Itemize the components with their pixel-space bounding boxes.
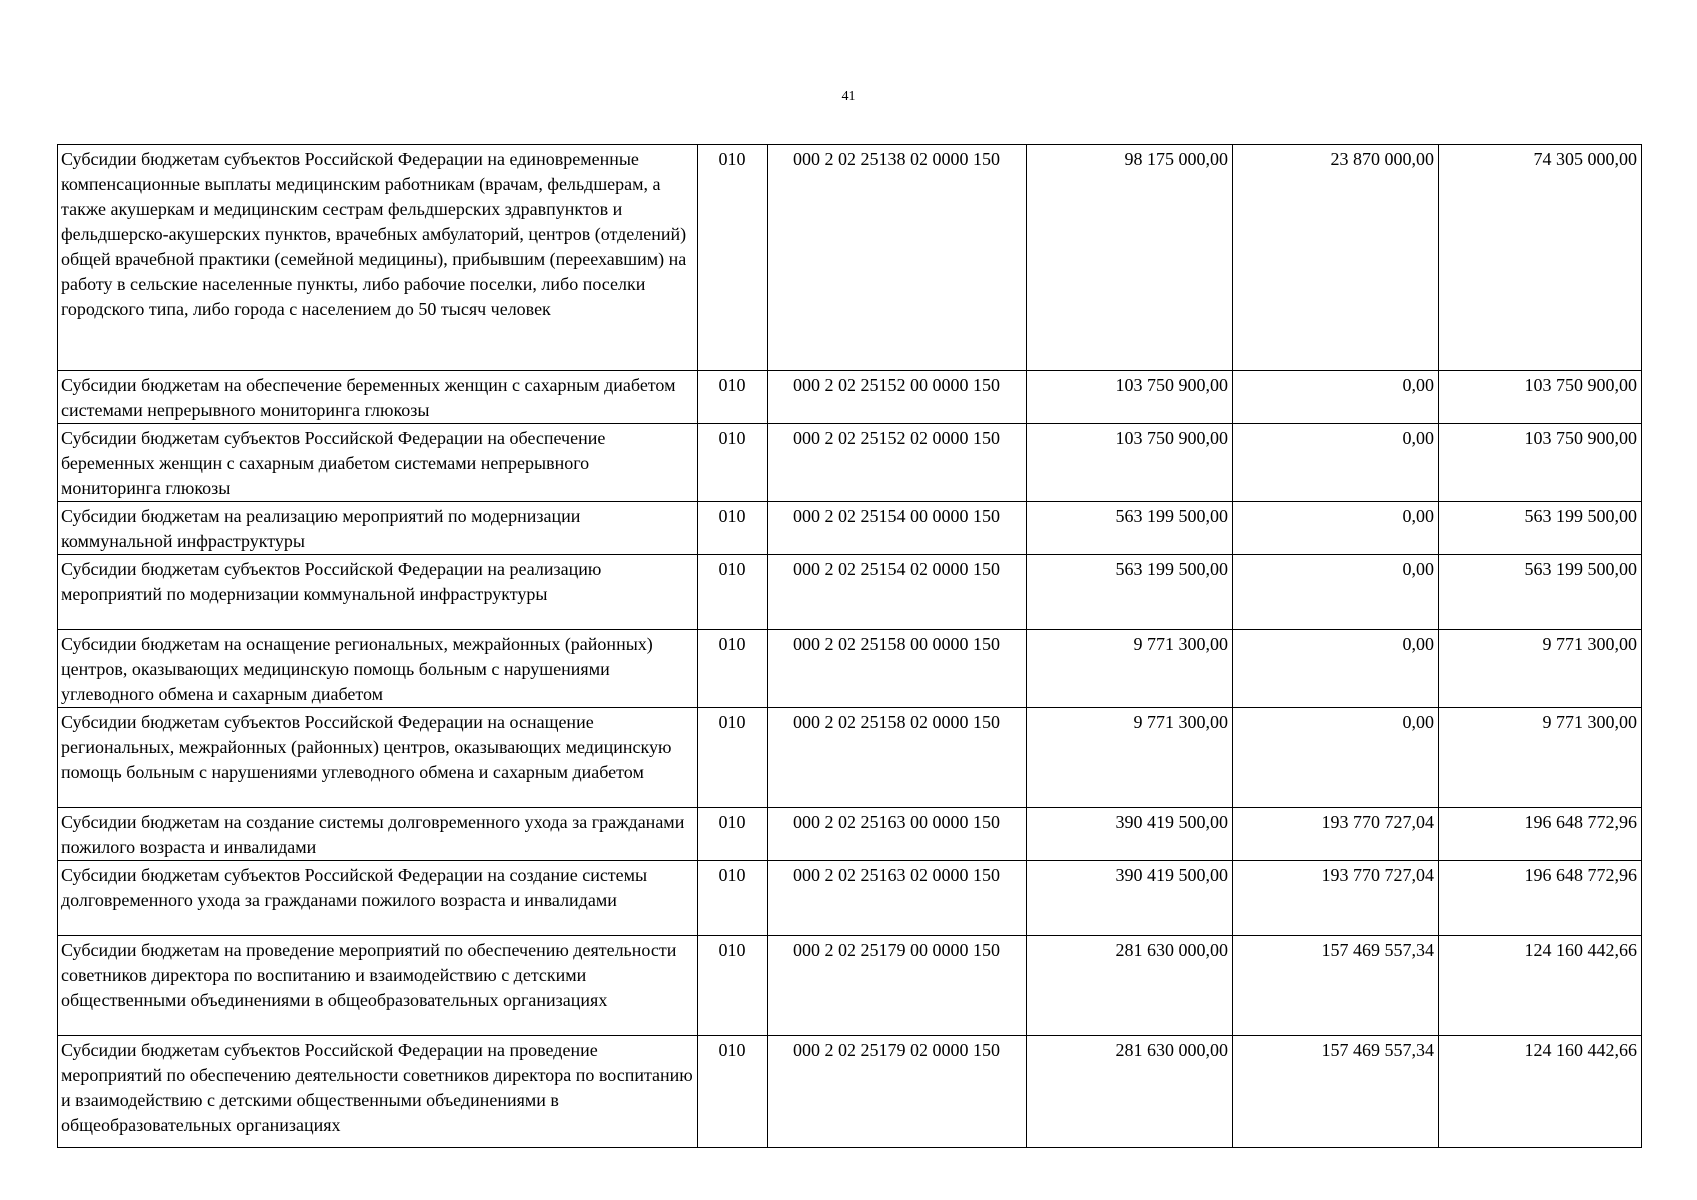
row-executed: 0,00 [1233, 371, 1439, 424]
row-admin-code: 010 [698, 555, 768, 630]
row-planned: 98 175 000,00 [1027, 145, 1233, 371]
row-executed: 193 770 727,04 [1233, 861, 1439, 936]
row-budget-code: 000 2 02 25163 02 0000 150 [768, 861, 1027, 936]
row-admin-code: 010 [698, 502, 768, 555]
row-executed: 157 469 557,34 [1233, 1036, 1439, 1148]
row-name: Субсидии бюджетам субъектов Российской Федерации на единовременные компенсационные выплаты медицинским работникам (врачам, фельдшерам, а также акушеркам и медицинским сестрам фельдшерских здравпунктов и фельдшерско-акушерских пунктов, врачебных амбулаторий, центров (отделений) общей врачебной практики (семейной медицины), прибывшим (переехавшим) на работу в сельские населенные пункты, либо рабочие поселки, либо поселки городского типа, либо города с населением до 50 тысяч человек [58, 145, 698, 371]
row-executed: 0,00 [1233, 708, 1439, 808]
row-planned: 390 419 500,00 [1027, 861, 1233, 936]
row-name: Субсидии бюджетам на проведение мероприятий по обеспечению деятельности советников директора по воспитанию и взаимодействию с детскими общественными объединениями в общеобразовательных организациях [58, 936, 698, 1036]
row-remainder: 124 160 442,66 [1439, 1036, 1642, 1148]
row-remainder: 9 771 300,00 [1439, 708, 1642, 808]
row-budget-code: 000 2 02 25158 00 0000 150 [768, 630, 1027, 708]
row-remainder: 103 750 900,00 [1439, 371, 1642, 424]
table-row [58, 861, 1642, 936]
row-planned: 281 630 000,00 [1027, 936, 1233, 1036]
row-remainder: 196 648 772,96 [1439, 861, 1642, 936]
table-row [58, 145, 1642, 371]
row-remainder: 74 305 000,00 [1439, 145, 1642, 371]
row-admin-code: 010 [698, 1036, 768, 1148]
row-planned: 9 771 300,00 [1027, 708, 1233, 808]
row-name: Субсидии бюджетам субъектов Российской Федерации на обеспечение беременных женщин с сахарным диабетом системами непрерывного мониторинга глюкозы [58, 424, 698, 502]
row-name: Субсидии бюджетам субъектов Российской Федерации на создание системы долговременного ухода за гражданами пожилого возраста и инвалидами [58, 861, 698, 936]
row-admin-code: 010 [698, 145, 768, 371]
row-name: Субсидии бюджетам субъектов Российской Федерации на оснащение региональных, межрайонных (районных) центров, оказывающих медицинскую помощь больным с нарушениями углеводного обмена и сахарным диабетом [58, 708, 698, 808]
row-planned: 563 199 500,00 [1027, 502, 1233, 555]
row-budget-code: 000 2 02 25154 00 0000 150 [768, 502, 1027, 555]
row-planned: 390 419 500,00 [1027, 808, 1233, 861]
row-planned: 9 771 300,00 [1027, 630, 1233, 708]
row-admin-code: 010 [698, 424, 768, 502]
row-budget-code: 000 2 02 25152 00 0000 150 [768, 371, 1027, 424]
row-executed: 23 870 000,00 [1233, 145, 1439, 371]
table-row [58, 502, 1642, 555]
table-row [58, 936, 1642, 1036]
row-name: Субсидии бюджетам субъектов Российской Федерации на проведение мероприятий по обеспечению деятельности советников директора по воспитанию и взаимодействию с детскими общественными объединениями в общеобразовательных организациях [58, 1036, 698, 1148]
row-planned: 103 750 900,00 [1027, 424, 1233, 502]
row-name: Субсидии бюджетам субъектов Российской Федерации на реализацию мероприятий по модернизации коммунальной инфраструктуры [58, 555, 698, 630]
row-name: Субсидии бюджетам на оснащение региональных, межрайонных (районных) центров, оказывающих медицинскую помощь больным с нарушениями углеводного обмена и сахарным диабетом [58, 630, 698, 708]
row-executed: 0,00 [1233, 424, 1439, 502]
row-executed: 193 770 727,04 [1233, 808, 1439, 861]
row-remainder: 563 199 500,00 [1439, 555, 1642, 630]
row-remainder: 124 160 442,66 [1439, 936, 1642, 1036]
row-executed: 0,00 [1233, 502, 1439, 555]
budget-table [57, 144, 1642, 1148]
table-row [58, 1036, 1642, 1148]
page-number: 41 [841, 89, 856, 104]
row-budget-code: 000 2 02 25163 00 0000 150 [768, 808, 1027, 861]
table-row [58, 630, 1642, 708]
row-remainder: 196 648 772,96 [1439, 808, 1642, 861]
row-executed: 0,00 [1233, 630, 1439, 708]
row-admin-code: 010 [698, 808, 768, 861]
row-planned: 103 750 900,00 [1027, 371, 1233, 424]
row-budget-code: 000 2 02 25154 02 0000 150 [768, 555, 1027, 630]
row-name: Субсидии бюджетам на реализацию мероприятий по модернизации коммунальной инфраструктуры [58, 502, 698, 555]
row-budget-code: 000 2 02 25179 00 0000 150 [768, 936, 1027, 1036]
row-admin-code: 010 [698, 861, 768, 936]
budget-table-body [58, 145, 1642, 1148]
row-planned: 281 630 000,00 [1027, 1036, 1233, 1148]
table-row [58, 708, 1642, 808]
row-admin-code: 010 [698, 630, 768, 708]
row-admin-code: 010 [698, 371, 768, 424]
table-row [58, 424, 1642, 502]
row-remainder: 9 771 300,00 [1439, 630, 1642, 708]
row-remainder: 563 199 500,00 [1439, 502, 1642, 555]
row-budget-code: 000 2 02 25138 02 0000 150 [768, 145, 1027, 371]
row-executed: 0,00 [1233, 555, 1439, 630]
row-admin-code: 010 [698, 708, 768, 808]
row-name: Субсидии бюджетам на обеспечение беременных женщин с сахарным диабетом системами непрерывного мониторинга глюкозы [58, 371, 698, 424]
table-row [58, 555, 1642, 630]
row-budget-code: 000 2 02 25179 02 0000 150 [768, 1036, 1027, 1148]
row-executed: 157 469 557,34 [1233, 936, 1439, 1036]
table-row [58, 808, 1642, 861]
row-remainder: 103 750 900,00 [1439, 424, 1642, 502]
table-row [58, 371, 1642, 424]
row-planned: 563 199 500,00 [1027, 555, 1233, 630]
row-admin-code: 010 [698, 936, 768, 1036]
row-name: Субсидии бюджетам на создание системы долговременного ухода за гражданами пожилого возраста и инвалидами [58, 808, 698, 861]
row-budget-code: 000 2 02 25158 02 0000 150 [768, 708, 1027, 808]
row-budget-code: 000 2 02 25152 02 0000 150 [768, 424, 1027, 502]
